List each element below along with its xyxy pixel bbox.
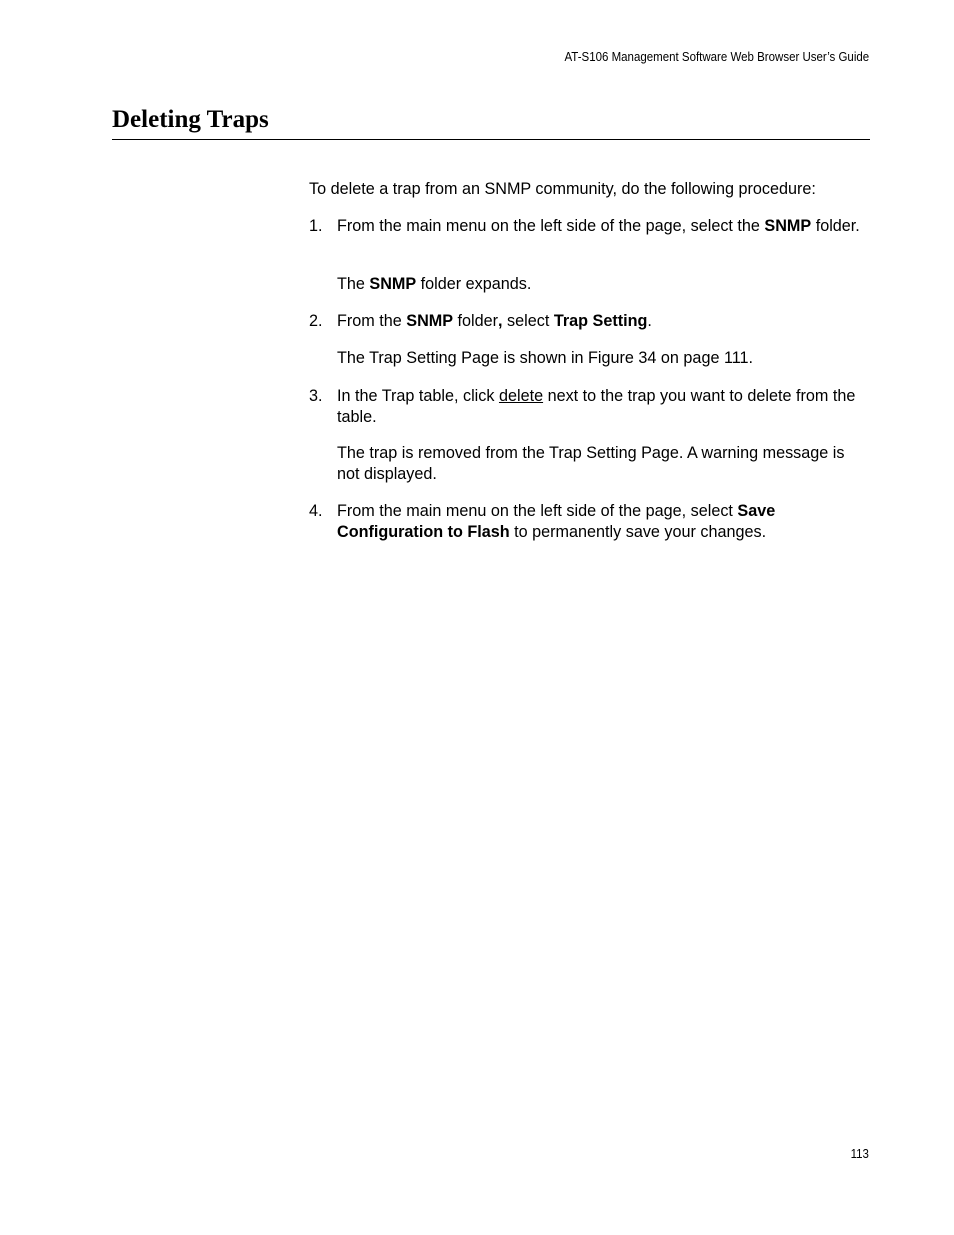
step-text: From the main menu on the left side of the page, select the SNMP folder. [337,217,860,235]
section-title: Deleting Traps [112,106,269,133]
step-number: 3. [309,387,323,405]
step-text: In the Trap table, click delete next to the trap you want to delete from the table. [337,387,856,426]
running-header: AT-S106 Management Software Web Browser User’s Guide [564,50,869,64]
step-1-note: The SNMP folder expands. [337,275,532,293]
step-number: 1. [309,217,323,235]
delete-link-text: delete [498,387,544,405]
step-3-note: The trap is removed from the Trap Setting Page. A warning message is not displayed. [337,444,845,483]
step-number: 2. [309,312,323,330]
intro-paragraph: To delete a trap from an SNMP community, do the following procedure: [309,180,816,198]
step-2-note: The Trap Setting Page is shown in Figure 34 on page 111. [337,349,754,367]
step-text: From the SNMP folder, select Trap Setting. [337,312,652,330]
step-number: 4. [309,502,323,520]
step-text: From the main menu on the left side of the page, select Save Configuration to Flash to permanently save your changes. [337,502,776,541]
title-rule [112,139,870,140]
page-number: 113 [850,1147,869,1161]
